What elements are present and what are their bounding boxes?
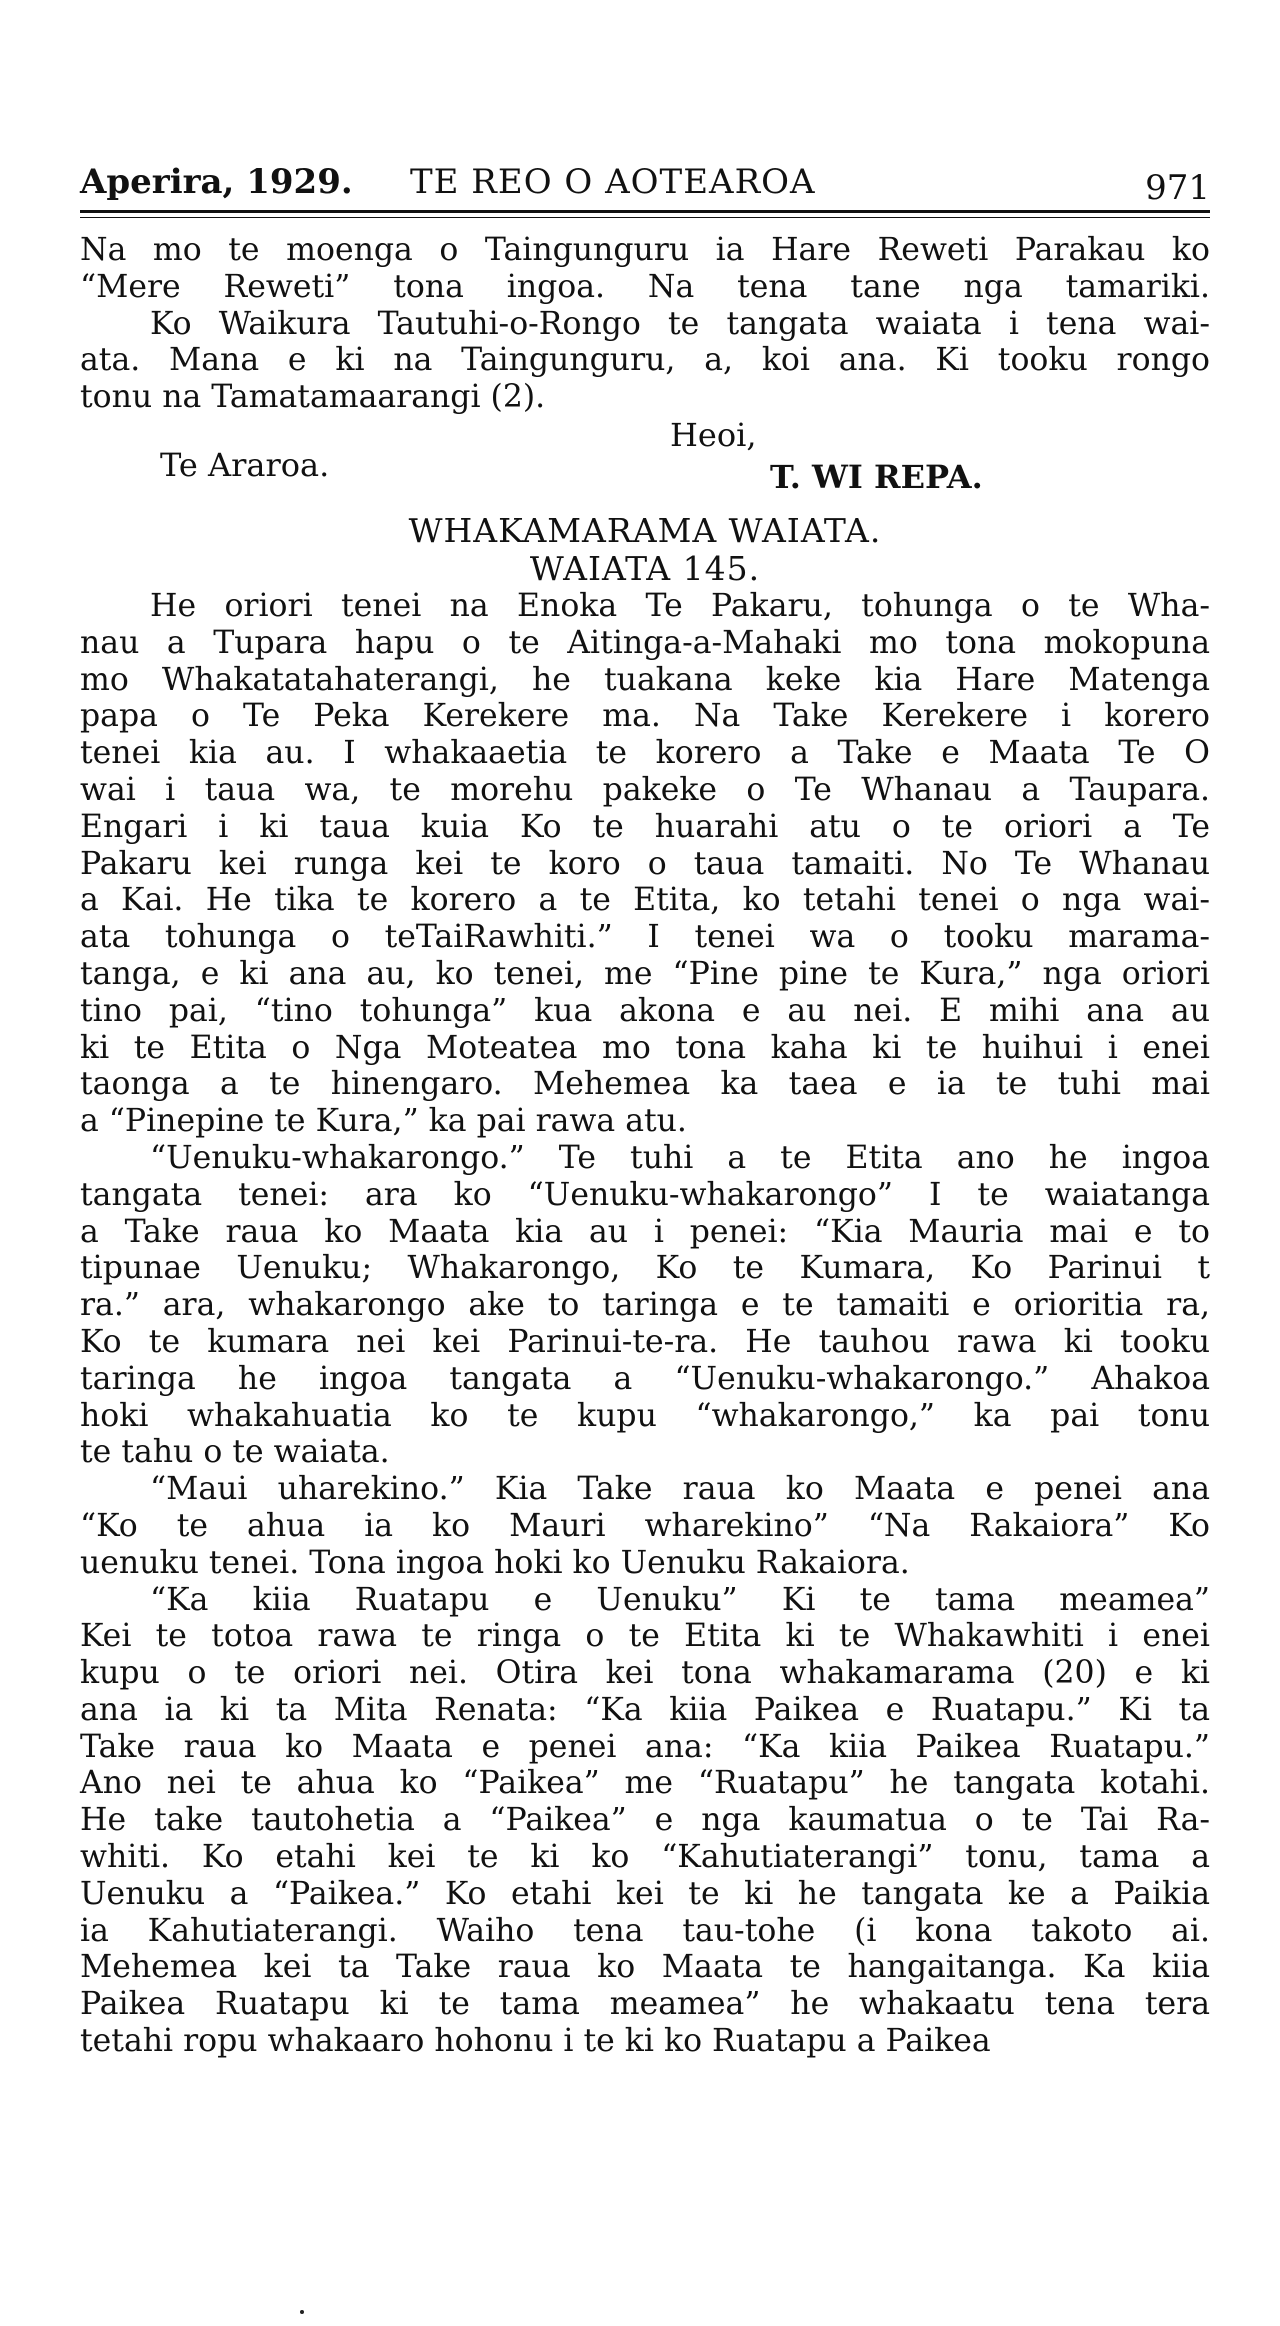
header-rule-thin [80,217,1210,218]
text-line: “Ko te ahua ia ko Mauri wharekino” “Na Rakaiora” Ko [80,1507,1210,1544]
text-line: a Take raua ko Maata kia au i penei: “Kia Mauria mai e to [80,1213,1210,1250]
paragraph [80,1140,1210,1471]
text-line: nau a Tupara hapu o te Aitinga-a-Mahaki mo tona mokopuna [80,624,1210,661]
closing-word: Heoi, [670,415,757,454]
issue-date: Aperira, 1929. [80,162,353,202]
text-line: Ko te kumara nei kei Parinui-te-ra. He tauhou rawa ki tooku [80,1323,1210,1360]
text-line: ra.” ara, whakarongo ake to taringa e te tamaiti e orioritia ra, [80,1287,1210,1324]
text-line: “Mere Reweti” tona ingoa. Na tena tane nga tamariki. [80,268,1210,305]
text-line: kupu o te oriori nei. Otira kei tona whakamarama (20) e ki [80,1655,1210,1692]
text-line: uenuku tenei. Tona ingoa hoki ko Uenuku Rakaiora. [80,1544,910,1581]
text-line: mo Whakatatahaterangi, he tuakana keke kia Hare Matenga [80,661,1210,698]
paragraph [80,588,1210,1140]
text-line: a Kai. He tika te korero a te Etita, ko tetahi tenei o nga wai- [80,882,1210,919]
text-line: Mehemea kei ta Take raua ko Maata te hangaitanga. Ka kiia [80,1949,1210,1986]
running-header [80,150,1210,206]
text-line: tetahi ropu whakaaro hohonu i te ki ko Ruatapu a Paikea [80,2023,991,2060]
text-line: papa o Te Peka Kerekere ma. Na Take Kerekere i korero [80,698,1210,735]
text-line: ata tohunga o teTaiRawhiti.” I tenei wa o tooku marama- [80,919,1210,956]
section-subtitle: WAIATA 145. [529,548,761,588]
paragraph [80,1582,1210,2060]
text-line: ata. Mana e ki na Taingunguru, a, koi ana. Ki tooku rongo [80,342,1210,379]
sender-place: Te Araroa. [160,445,330,484]
text-line: a “Pinepine te Kura,” ka pai rawa atu. [80,1103,687,1140]
letter-body [80,232,1210,416]
text-line: ia Kahutiaterangi. Waiho tena tau-tohe (i kona takoto ai. [80,1912,1210,1949]
section-title: WHAKAMARAMA WAIATA. [408,510,882,550]
text-line: hoki whakahuatia ko te kupu “whakarongo,” ka pai tonu [80,1397,1210,1434]
page-speck [300,2310,304,2314]
text-line: Na mo te moenga o Taingunguru ia Hare Reweti Parakau ko [80,232,1210,268]
text-line: tangata tenei: ara ko “Uenuku-whakarongo” I te waiatanga [80,1176,1210,1213]
text-line: ki te Etita o Nga Moteatea mo tona kaha ki te huihui i enei [80,1029,1210,1066]
document-page [80,150,1210,2060]
text-line: Uenuku a “Paikea.” Ko etahi kei te ki he tangata ke a Paikia [80,1875,1210,1912]
author-name: T. WI REPA. [770,457,983,496]
article-body [80,588,1210,2060]
text-line: tino pai, “tino tohunga” kua akona e au nei. E mihi ana au [80,992,1210,1029]
text-line: Paikea Ruatapu ki te tama meamea” he whakaatu tena tera [80,1986,1210,2023]
text-line: tenei kia au. I whakaaetia te korero a Take e Maata Te O [80,735,1210,772]
text-line: Ano nei te ahua ko “Paikea” me “Ruatapu” he tangata kotahi. [80,1765,1210,1802]
paragraph [80,1471,1210,1581]
text-line: taonga a te hinengaro. Mehemea ka taea e ia te tuhi mai [80,1066,1210,1103]
text-line: “Ka kiia Ruatapu e Uenuku” Ki te tama meamea” [150,1581,1210,1618]
header-rule-thick [80,210,1210,213]
text-line: He oriori tenei na Enoka Te Pakaru, tohunga o te Wha- [150,587,1210,624]
text-line: “Uenuku-whakarongo.” Te tuhi a te Etita ano he ingoa [150,1139,1210,1176]
text-line: Pakaru kei runga kei te koro o taua tamaiti. No Te Whanau [80,845,1210,882]
text-line: “Maui uharekino.” Kia Take raua ko Maata e penei ana [150,1471,1210,1508]
text-line: Ko Waikura Tautuhi-o-Rongo te tangata waiata i tena wai- [150,305,1210,342]
text-line: te tahu o te waiata. [80,1434,390,1471]
text-line: Engari i ki taua kuia Ko te huarahi atu o te oriori a Te [80,808,1210,845]
text-line: tipunae Uenuku; Whakarongo, Ko te Kumara, Ko Parinui t [80,1250,1210,1287]
text-line: taringa he ingoa tangata a “Uenuku-whakarongo.” Ahakoa [80,1360,1210,1397]
text-line: wai i taua wa, te morehu pakeke o Te Whanau a Taupara. [80,771,1210,808]
text-line: tonu na Tamatamaarangi (2). [80,379,546,416]
text-line: Take raua ko Maata e penei ana: “Ka kiia Paikea Ruatapu.” [80,1728,1210,1765]
journal-title: TE REO O AOTEAROA [410,162,816,202]
text-line: tanga, e ki ana au, ko tenei, me “Pine pine te Kura,” nga oriori [80,955,1210,992]
signature-block [80,415,1210,496]
text-line: whiti. Ko etahi kei te ki ko “Kahutiaterangi” tonu, tama a [80,1839,1210,1876]
page-number: 971 [1145,168,1210,208]
text-line: Kei te totoa rawa te ringa o te Etita ki te Whakawhiti i enei [80,1618,1210,1655]
text-line: ana ia ki ta Mita Renata: “Ka kiia Paikea e Ruatapu.” Ki ta [80,1691,1210,1728]
text-line: He take tautohetia a “Paikea” e nga kaumatua o te Tai Ra- [80,1802,1210,1839]
